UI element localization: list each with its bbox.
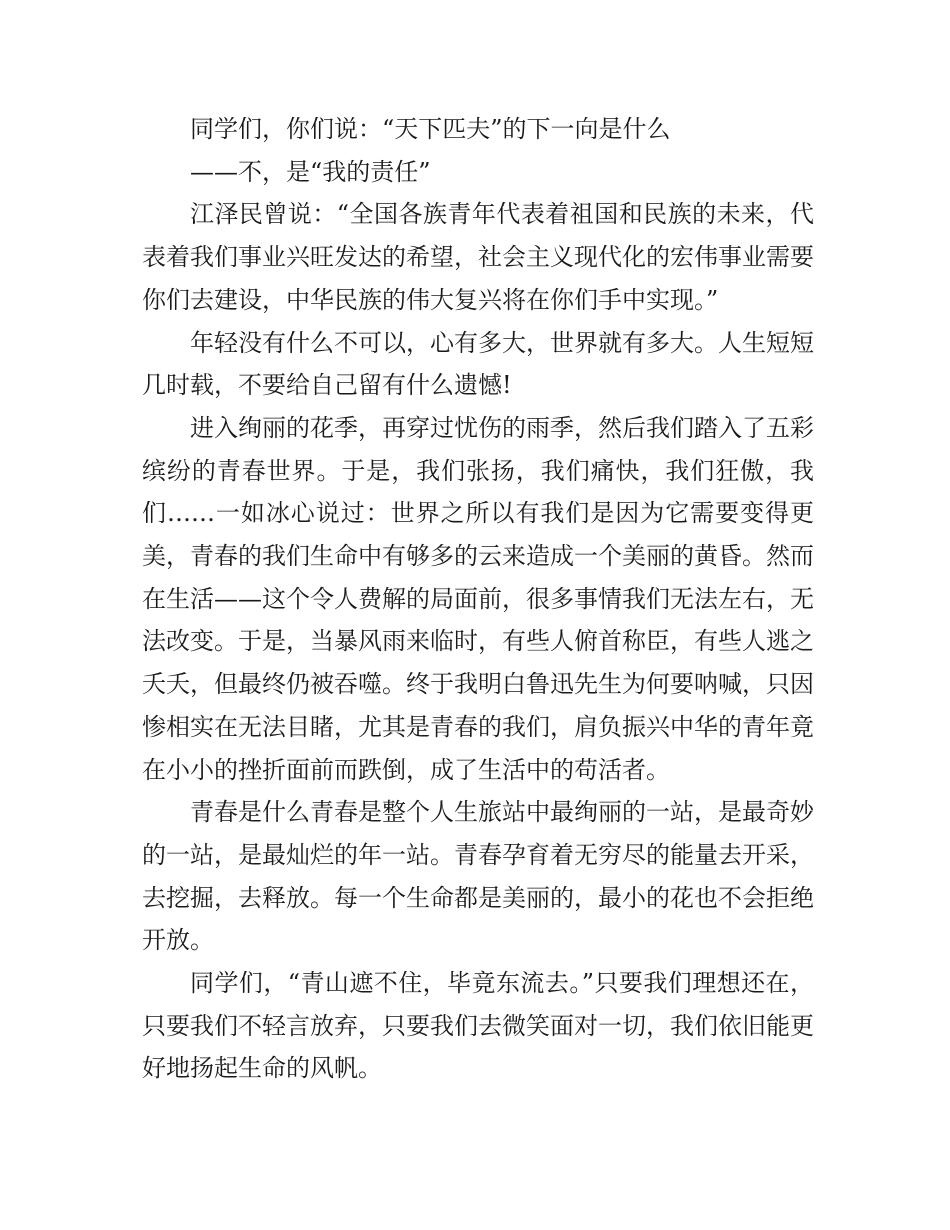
document-body: [142, 108, 814, 1090]
paragraph-6: 青春是什么青春是整个人生旅站中最绚丽的一站，是最奇妙的一站，是最灿烂的年一站。青春孕育着无穷尽的能量去开采，去挖掘，去释放。每一个生命都是美丽的，最小的花也不会拒绝开放。: [142, 798, 814, 955]
paragraph-7: 同学们，“青山遮不住，毕竟东流去。”只要我们理想还在，只要我们不轻言放弃，只要我们去微笑面对一切，我们依旧能更好地扬起生命的风帆。: [142, 969, 814, 1083]
paragraph-3: 江泽民曾说：“全国各族青年代表着祖国和民族的未来，代表着我们事业兴旺发达的希望，社会主义现代化的宏伟事业需要你们去建设，中华民族的伟大复兴将在你们手中实现。”: [142, 200, 814, 314]
paragraph-4: 年轻没有什么不可以，心有多大，世界就有多大。人生短短几时载，不要给自己留有什么遗憾!: [142, 328, 814, 400]
paragraph-2: ——不，是“我的责任”: [190, 157, 431, 186]
paragraph-5: 进入绚丽的花季，再穿过忧伤的雨季，然后我们踏入了五彩缤纷的青春世界。于是，我们张扬，我们痛快，我们狂傲，我们……一如冰心说过：世界之所以有我们是因为它需要变得更美，青春的我们生命中有够多的云来造成一个美丽的黄昏。然而在生活——这个令人费解的局面前，很多事情我们无法左右，无法改变。于是，当暴风雨来临时，有些人俯首称臣，有些人逃之夭夭，但最终仍被吞噬。终于我明白鲁迅先生为何要呐喊，只因惨相实在无法目睹，尤其是青春的我们，肩负振兴中华的青年竟在小小的挫折面前而跌倒，成了生活中的苟活者。: [142, 413, 814, 784]
paragraph-1: 同学们，你们说：“天下匹夫”的下一向是什么: [190, 115, 671, 143]
